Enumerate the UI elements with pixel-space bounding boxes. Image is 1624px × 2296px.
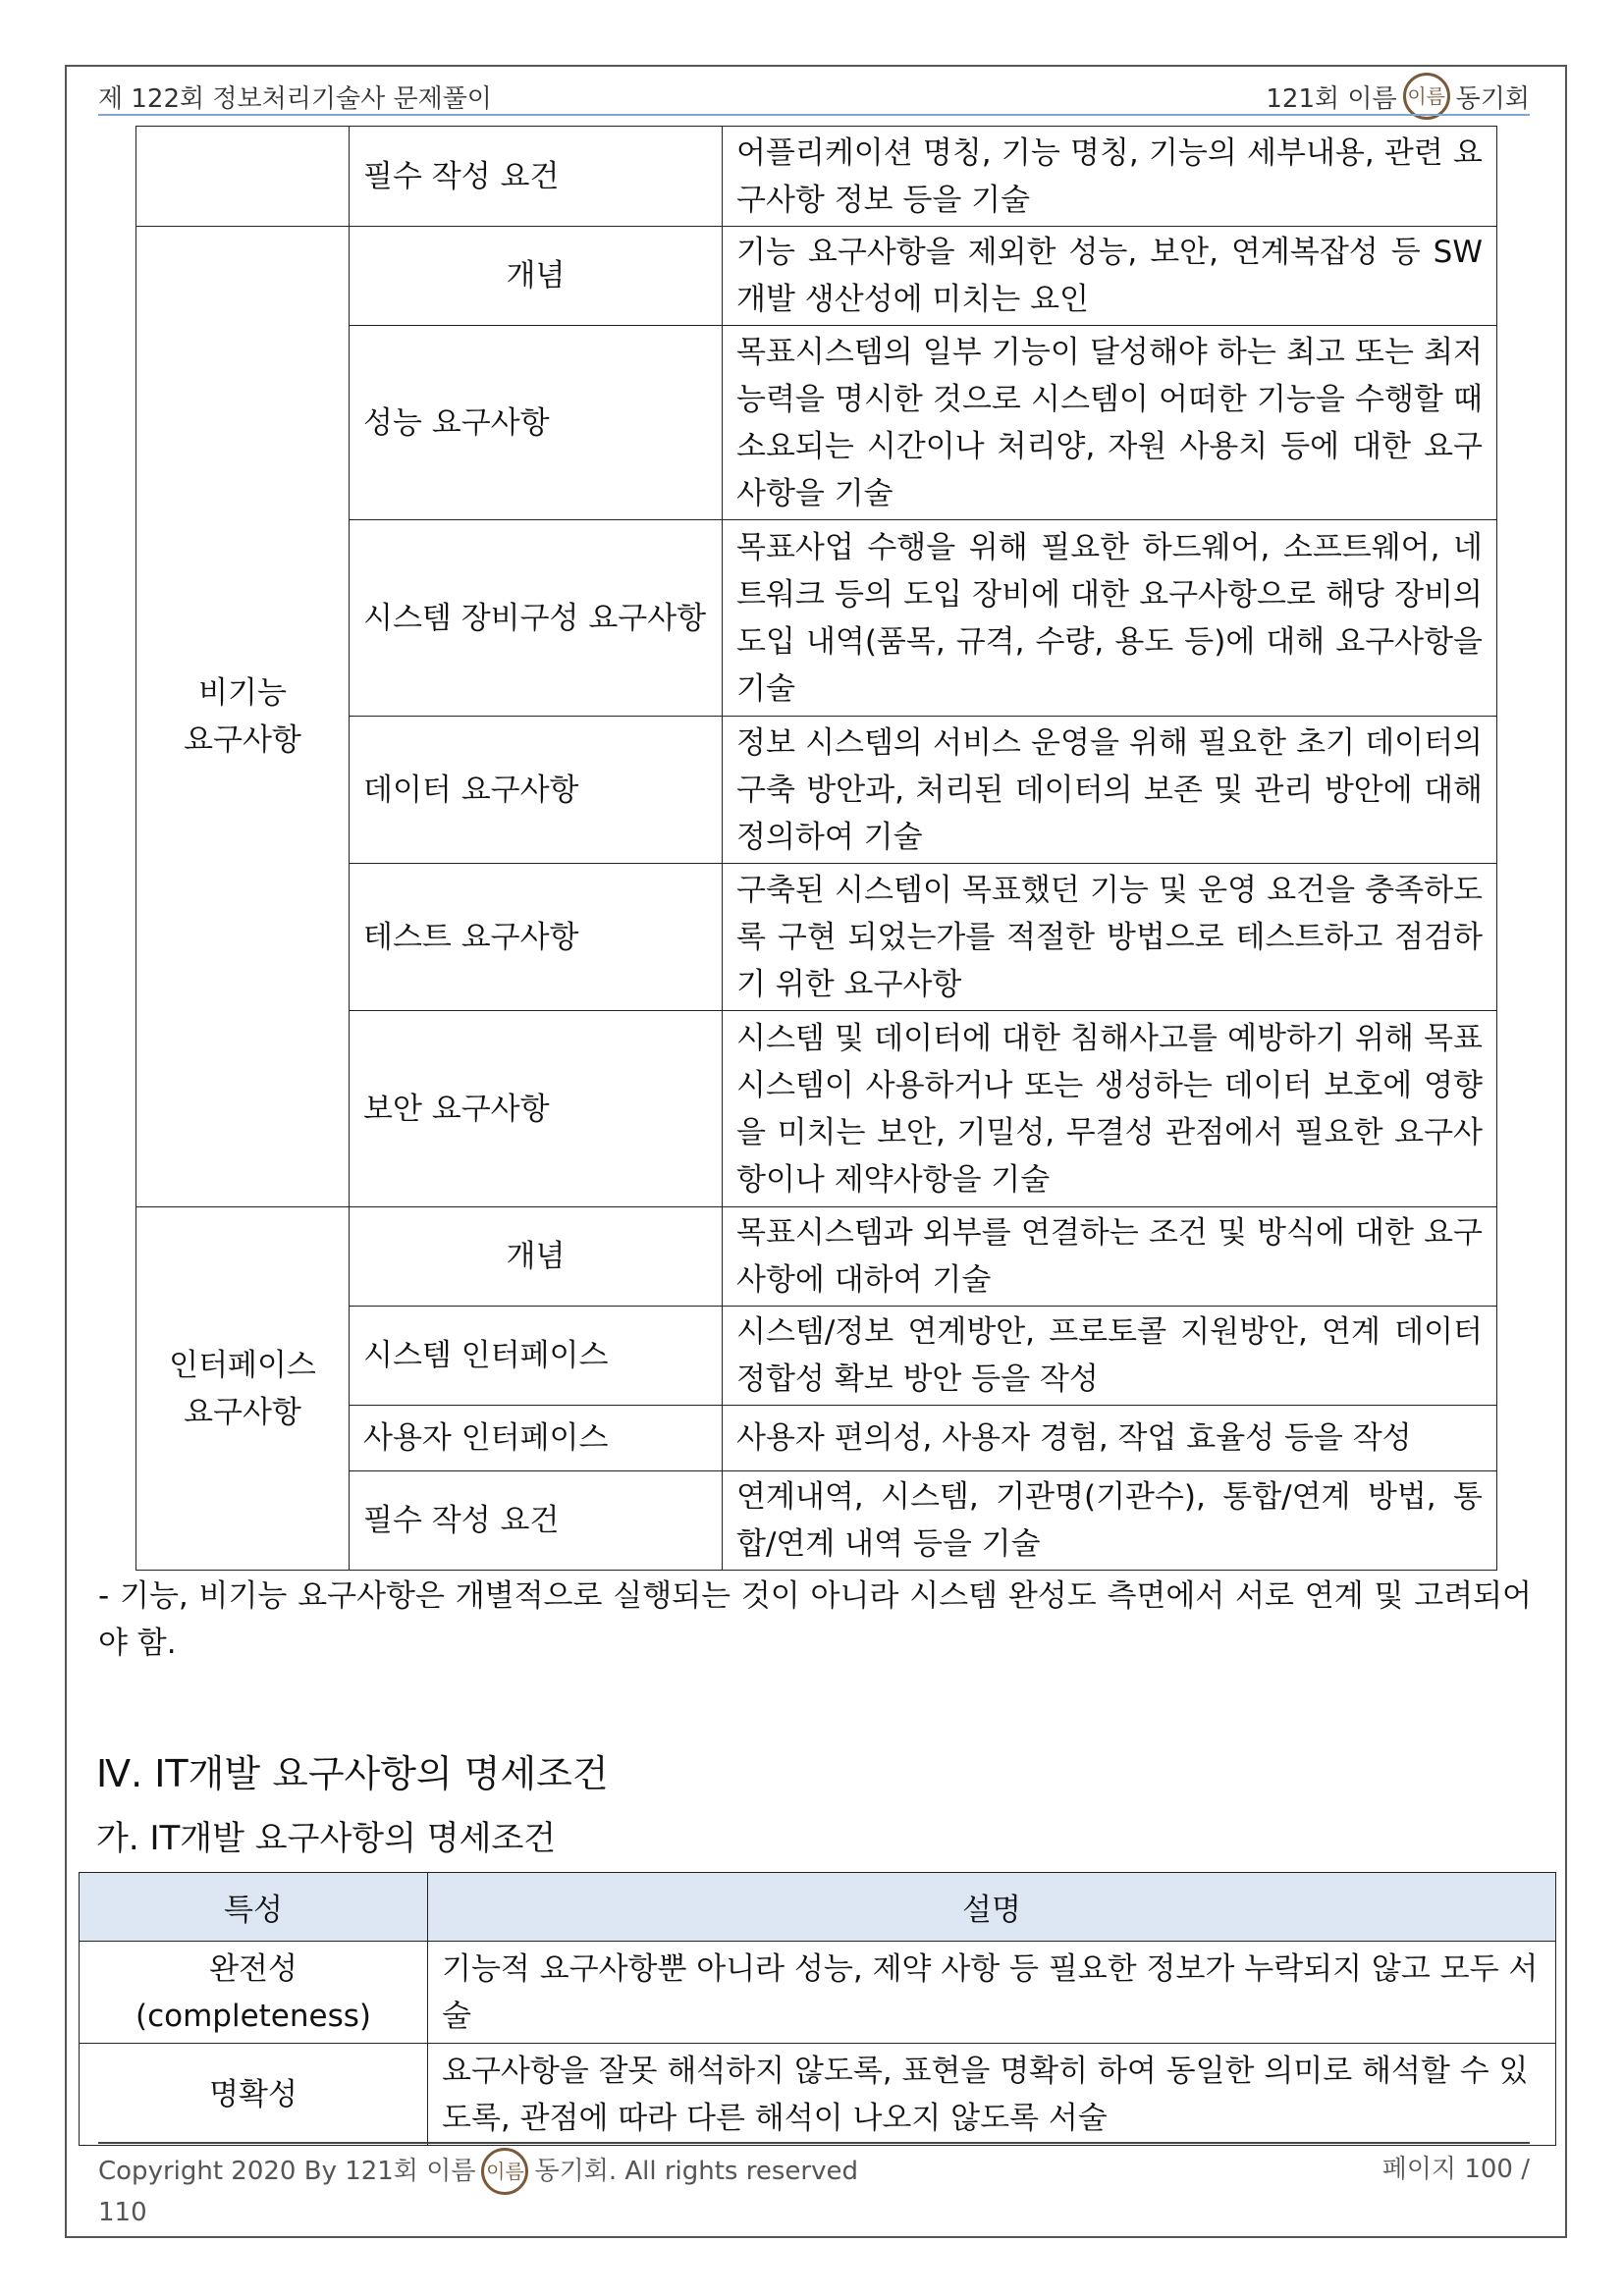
- row-label: 개념: [350, 227, 723, 326]
- header-group: 121회 이름: [1266, 83, 1397, 114]
- column-header: 특성: [80, 1873, 428, 1942]
- spec-description: 요구사항을 잘못 해석하지 않도록, 표현을 명확히 하여 동일한 의미로 해석할 수 있도록, 관점에 따라 다른 해석이 나오지 않도록 서술: [428, 2044, 1556, 2146]
- section-title: Ⅳ. IT개발 요구사항의 명세조건: [96, 1752, 609, 1795]
- row-label: 시스템 장비구성 요구사항: [350, 520, 723, 717]
- row-description: 목표사업 수행을 위해 필요한 하드웨어, 소프트웨어, 네트워크 등의 도입 장비에 대한 요구사항으로 해당 장비의 도입 내역(품목, 규격, 수량, 용도 등)에 대해 요구사항을 기술: [723, 520, 1497, 717]
- requirements-table: [135, 126, 1497, 1571]
- spec-conditions-table: [79, 1872, 1556, 2146]
- table-row: [136, 1207, 1497, 1307]
- table-row: [80, 2044, 1556, 2146]
- row-description: 구축된 시스템이 목표했던 기능 및 운영 요건을 충족하도록 구현 되었는가를 적절한 방법으로 테스트하고 점검하기 위한 요구사항: [723, 864, 1497, 1011]
- row-description: 사용자 편의성, 사용자 경험, 작업 효율성 등을 작성: [723, 1406, 1497, 1471]
- header-divider: [98, 114, 1530, 116]
- table-row: [136, 127, 1497, 227]
- footer-copyright: [98, 2148, 858, 2195]
- header-suffix: 동기회: [1455, 83, 1530, 114]
- footer-rights: 동기회. All rights reserved: [534, 2157, 858, 2186]
- footer-copyright-text: Copyright 2020 By 121회 이름: [98, 2157, 476, 2186]
- spec-name: 명확성: [80, 2044, 428, 2146]
- spec-description: 기능적 요구사항뿐 아니라 성능, 제약 사항 등 필요한 정보가 누락되지 않고 모두 서술: [428, 1942, 1556, 2044]
- row-description: 연계내역, 시스템, 기관명(기관수), 통합/연계 방법, 통합/연계 내역 등을 기술: [723, 1471, 1497, 1571]
- name-seal-logo: 이름: [481, 2148, 528, 2195]
- note-paragraph: - 기능, 비기능 요구사항은 개별적으로 실행되는 것이 아니라 시스템 완성도 측면에서 서로 연계 및 고려되어야 함.: [98, 1578, 1532, 1661]
- category-label: 비기능 요구사항: [184, 675, 301, 758]
- page-header: [98, 79, 1530, 114]
- page-total: 110: [98, 2198, 147, 2227]
- row-label: 테스트 요구사항: [350, 864, 723, 1011]
- row-description: 어플리케이션 명칭, 기능 명칭, 기능의 세부내용, 관련 요구사항 정보 등을 기술: [723, 127, 1497, 227]
- row-description: 목표시스템의 일부 기능이 달성해야 하는 최고 또는 최저 능력을 명시한 것으로 시스템이 어떠한 기능을 수행할 때 소요되는 시간이나 처리양, 자원 사용치 등에 대한 요구사항을 기술: [723, 326, 1497, 520]
- category-interface: [136, 1207, 350, 1571]
- empty-category-cell: [136, 127, 350, 227]
- page-number: 페이지 100 /: [1381, 2155, 1530, 2184]
- column-header: 설명: [428, 1873, 1556, 1942]
- row-label: 시스템 인터페이스: [350, 1307, 723, 1406]
- category-label: 인터페이스 요구사항: [169, 1347, 316, 1430]
- row-label: 보안 요구사항: [350, 1011, 723, 1207]
- row-description: 시스템/정보 연계방안, 프로토콜 지원방안, 연계 데이터 정합성 확보 방안 등을 작성: [723, 1307, 1497, 1406]
- row-label: 필수 작성 요건: [350, 127, 723, 227]
- row-description: 정보 시스템의 서비스 운영을 위해 필요한 초기 데이터의 구축 방안과, 처리된 데이터의 보존 및 관리 방안에 대해 정의하여 기술: [723, 717, 1497, 864]
- row-label: 데이터 요구사항: [350, 717, 723, 864]
- row-label: 사용자 인터페이스: [350, 1406, 723, 1471]
- row-label: 필수 작성 요건: [350, 1471, 723, 1571]
- header-title: 제 122회 정보처리기술사 문제풀이: [98, 83, 492, 114]
- category-nonfunctional: [136, 227, 350, 1207]
- row-description: 목표시스템과 외부를 연결하는 조건 및 방식에 대한 요구사항에 대하여 기술: [723, 1207, 1497, 1307]
- row-description: 시스템 및 데이터에 대한 침해사고를 예방하기 위해 목표 시스템이 사용하거나 또는 생성하는 데이터 보호에 영향을 미치는 보안, 기밀성, 무결성 관점에서 필요한 요구사항이나 제약사항을 기술: [723, 1011, 1497, 1207]
- row-description: 기능 요구사항을 제외한 성능, 보안, 연계복잡성 등 SW 개발 생산성에 미치는 요인: [723, 227, 1497, 326]
- table-header-row: [80, 1873, 1556, 1942]
- header-right: [1266, 73, 1530, 120]
- row-label: 성능 요구사항: [350, 326, 723, 520]
- footer-divider: [98, 2142, 1530, 2144]
- spec-name: 완전성(completeness): [80, 1942, 428, 2044]
- name-seal-logo: 이름: [1403, 73, 1450, 120]
- table-row: [80, 1942, 1556, 2044]
- subsection-title: 가. IT개발 요구사항의 명세조건: [96, 1819, 557, 1858]
- table-row: [136, 227, 1497, 326]
- row-label: 개념: [350, 1207, 723, 1307]
